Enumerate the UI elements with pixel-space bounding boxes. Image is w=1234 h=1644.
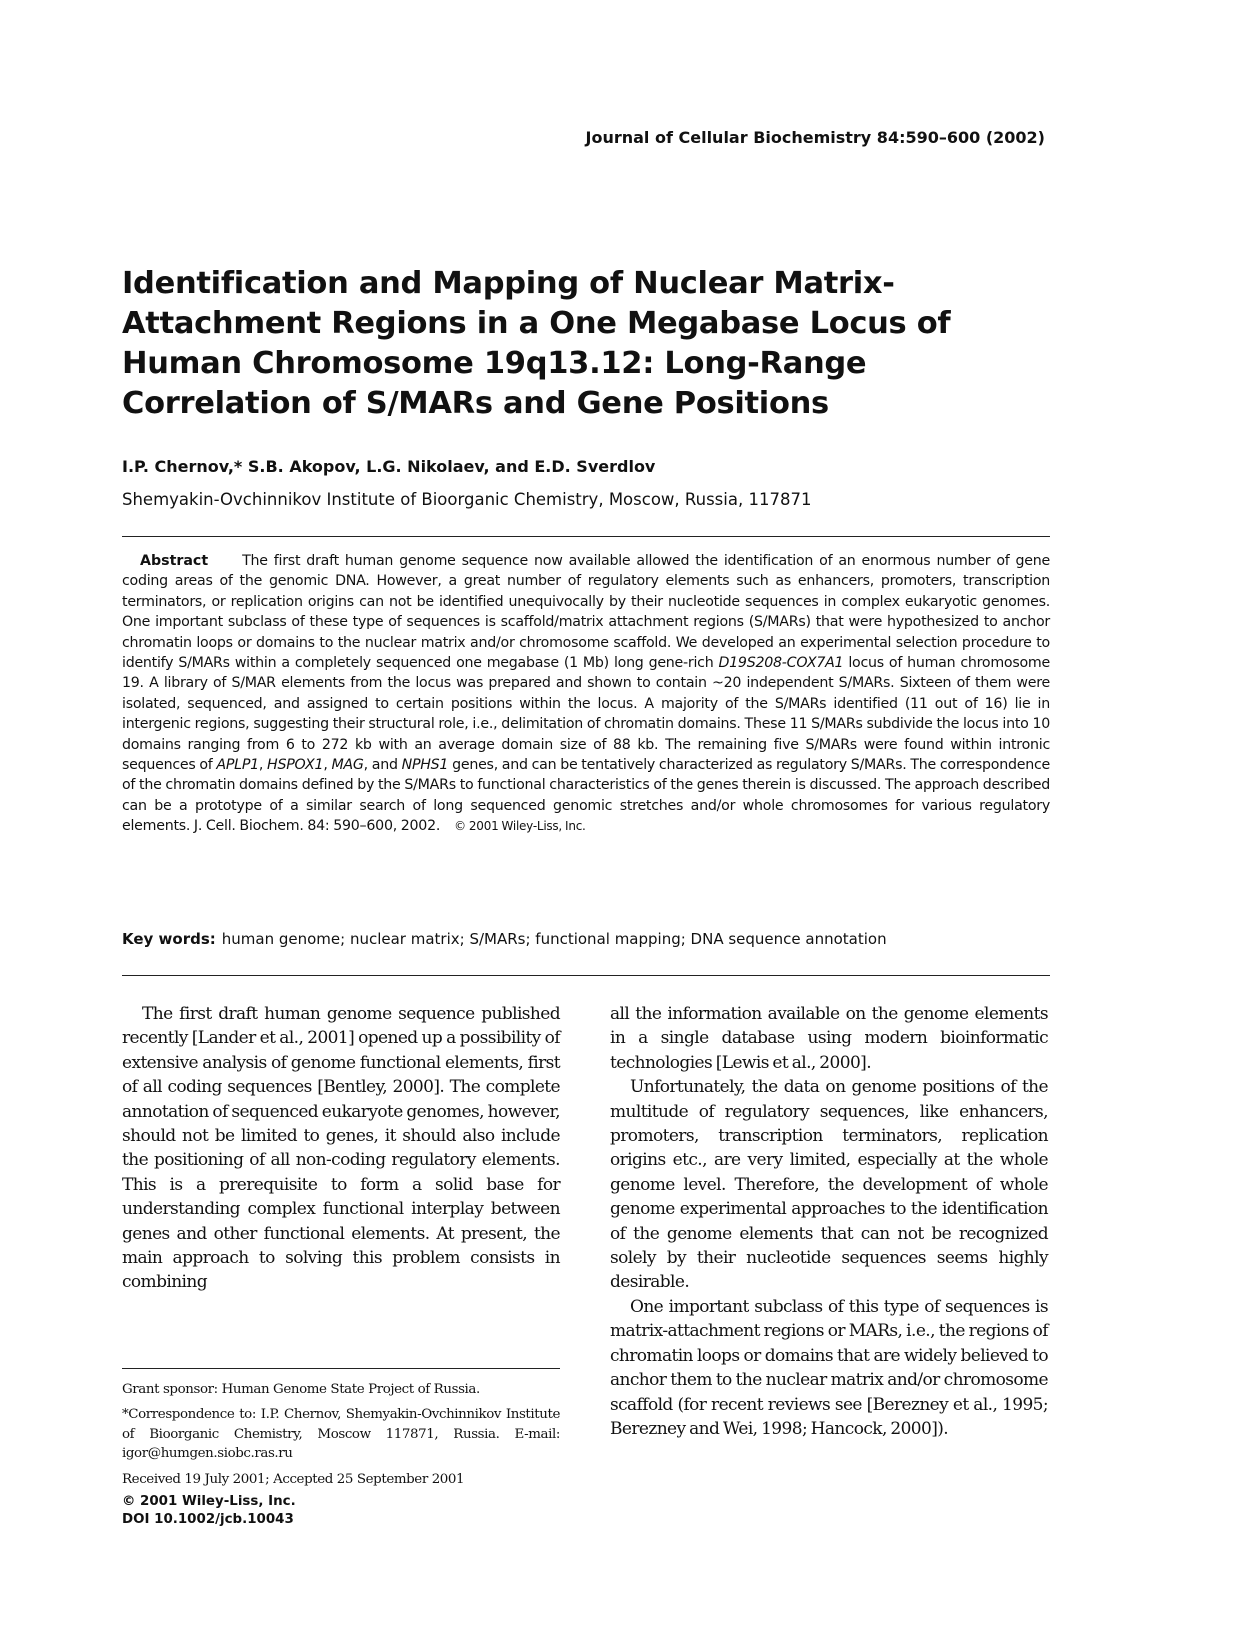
keywords-label: Key words: (122, 930, 216, 948)
abstract-text-part1: The first draft human genome sequence now available allowed the identification of an enormous number of gene coding areas of the genomic DNA. However, a great number of regulatory elements such as enhancers, promoters, transcription terminators, or replication origins can not be identified unequivocally by their nucleotide sequences in complex eukaryotic genomes. One important subclass of these type of sequences is scaffold/matrix attachment regions (S/MARs) that were hypothesized to anchor chromatin loops or domains to the nuclear matrix and/or chromosome scaffold. We developed an experimental selection procedure to identify S/MARs within a completely sequenced one megabase (1 Mb) long gene-rich (122, 553, 1050, 672)
publisher-block (122, 1493, 296, 1529)
abstract: Abstract The first draft human genome sequence now available allowed the identification of an enormous number of gene coding areas of the genomic DNA. However, a great number of regulatory elements such as enhancers, promoters, transcription terminators, or replication origins can not be identified unequivocally by their nucleotide sequences in complex eukaryotic genomes. One important subclass of these type of sequences is scaffold/matrix attachment regions (S/MARs) that were hypothesized to anchor chromatin loops or domains to the nuclear matrix and/or chromosome scaffold. We developed an experimental selection procedure to identify S/MARs within a completely sequenced one megabase (1 Mb) long gene-rich D19S208-COX7A1 locus of human chromosome 19. A library of S/MAR elements from the locus was prepared and shown to contain ~20 independent S/MARs. Sixteen of them were isolated, sequenced, and assigned to certain positions within the locus. A majority of the S/MARs identified (11 out of 16) lie in intergenic regions, suggesting their structural role, i.e., delimitation of chromatin domains. These 11 S/MARs subdivide the locus into 10 domains ranging from 6 to 272 kb with an average domain size of 88 kb. The remaining five S/MARs were found within intronic sequences of APLP1, HSPOX1, MAG, and NPHS1 genes, and can be tentatively characterized as regulatory S/MARs. The correspondence of the chromatin domains defined by the S/MARs to functional characteristics of the genes therein is discussed. The approach described can be a prototype of a similar search of long sequenced genomic stretches and/or whole chromosomes for various regulatory elements. J. Cell. Biochem. 84: 590–600, 2002. © 2001 Wiley-Liss, Inc. (122, 553, 1050, 835)
body-paragraph-continued: all the information available on the genome elements in a single database using modern bioinformatic technologies [Lewis et al., 2000]. (610, 1004, 1048, 1073)
abstract-and-word: and (371, 757, 398, 774)
body-paragraph: The first draft human genome sequence published recently [Lander et al., 2001] opened up a possibility of extensive analysis of genome functional elements, first of all coding sequences [Bentley, 2000]. The complete annotation of sequenced eukaryote genomes, however, should not be limited to genes, it should also include the positioning of all non-coding regulatory elements. This is a prerequisite to form a solid base for understanding complex functional interplay between genes and other functional elements. At present, the main approach to solving this problem consists in combining (122, 1004, 560, 1293)
footnote-rule (122, 1368, 560, 1369)
affiliation: Shemyakin-Ovchinnikov Institute of Bioorganic Chemistry, Moscow, Russia, 117871 (122, 490, 812, 509)
gene-name-nphs1: NPHS1 (401, 757, 449, 774)
footnotes (122, 1380, 560, 1495)
keywords-text: human genome; nuclear matrix; S/MARs; functional mapping; DNA sequence annotation (221, 930, 887, 948)
doi: DOI 10.1002/jcb.10043 (122, 1512, 294, 1527)
body-column-left (122, 1002, 560, 1295)
received-date: Received 19 July 2001; Accepted 25 September 2001 (122, 1471, 465, 1487)
abstract-locus-name: D19S208-COX7A1 (718, 655, 844, 672)
running-head: Journal of Cellular Biochemistry 84:590–600 (2002) (585, 128, 1045, 147)
gene-name-aplp1: APLP1 (216, 757, 259, 774)
body-paragraph: One important subclass of this type of sequences is matrix-attachment regions or MARs, i.e., the regions of chromatin loops or domains that are widely believed to anchor them to the nuclear matrix and/or chromosome scaffold (for recent reviews see [Berezney et al., 1995; Berezney and Wei, 1998; Hancock, 2000]). (610, 1296, 1048, 1439)
grant-footnote: Grant sponsor: Human Genome State Project of Russia. (122, 1382, 480, 1397)
article-title: Identification and Mapping of Nuclear Matrix-Attachment Regions in a One Megabase Locus of Human Chromosome 19q13.12: Long-Range Correlation of S/MARs and Gene Positions (122, 266, 951, 421)
gene-name-hspox1: HSPOX1 (267, 757, 324, 774)
abstract-text-part2: locus of human chromosome 19. A library of S/MAR elements from the locus was prepared and shown to contain ~20 independent S/MARs. Sixteen of them were isolated, sequenced, and assigned to certain positions within the locus. A majority of the S/MARs identified (11 out of 16) lie in intergenic regions, suggesting their structural role, i.e., delimitation of chromatin domains. These 11 S/MARs subdivide the locus into 10 domains ranging from 6 to 272 kb with an average domain size of 88 kb. The remaining five S/MARs were found within intronic sequences of (122, 655, 1050, 774)
author-list: I.P. Chernov,* S.B. Akopov, L.G. Nikolaev, and E.D. Sverdlov (122, 457, 656, 476)
body-paragraph: Unfortunately, the data on genome positions of the multitude of regulatory sequences, like enhancers, promoters, transcription terminators, replication origins etc., are very limited, especially at the whole genome level. Therefore, the development of whole genome experimental approaches to the identification of the genome elements that can not be recognized solely by their nucleotide sequences seems highly desirable. (610, 1077, 1048, 1293)
abstract-label: Abstract (140, 553, 209, 569)
abstract-bottom-rule (122, 975, 1050, 976)
gene-name-mag: MAG (331, 757, 364, 774)
keywords (122, 930, 1050, 948)
correspondence-footnote: *Correspondence to: I.P. Chernov, Shemyakin-Ovchinnikov Institute of Bioorganic Chemistry, Moscow 117871, Russia. E-mail: igor@humgen.siobc.ras.ru (122, 1407, 560, 1462)
abstract-text-part3: genes, and can be tentatively characterized as regulatory S/MARs. The correspondence of the chromatin domains defined by the S/MARs to functional characteristics of the genes therein is discussed. The approach described can be a prototype of a similar search of long sequenced genomic stretches and/or whole chromosomes for various regulatory elements. J. Cell. Biochem. 84: 590–600, 2002. (122, 757, 1050, 835)
publisher-copyright: © 2001 Wiley-Liss, Inc. (122, 1494, 296, 1509)
body-column-right (610, 1002, 1048, 1441)
abstract-copyright: © 2001 Wiley-Liss, Inc. (454, 819, 586, 834)
abstract-top-rule (122, 536, 1050, 537)
